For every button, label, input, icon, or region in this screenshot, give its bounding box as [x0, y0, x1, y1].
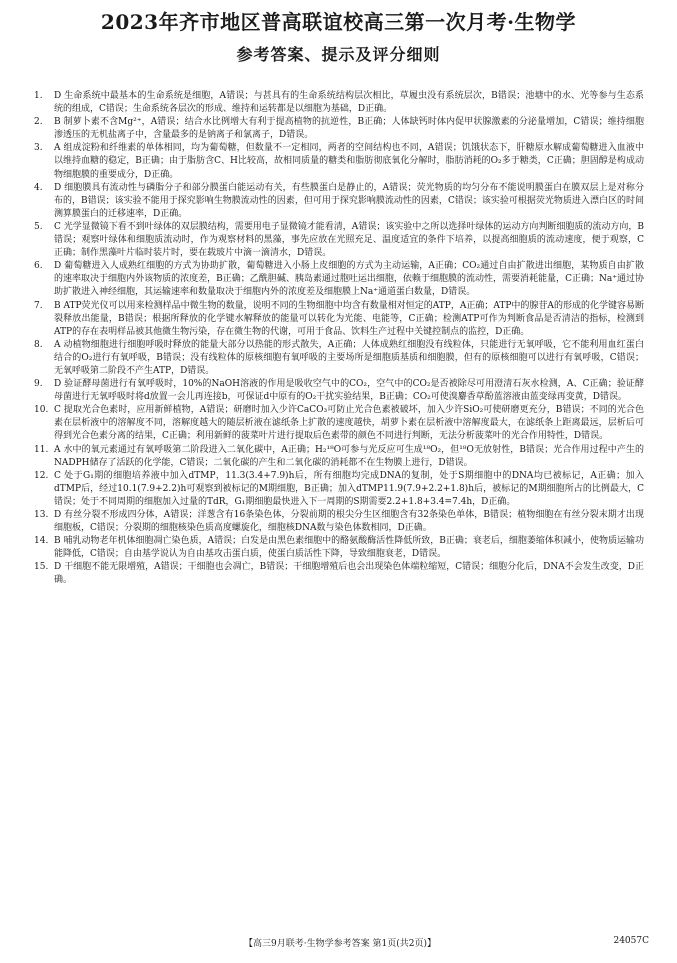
page-footer: 【高三9月联考·生物学参考答案 第1页(共2页)】 — [244, 939, 436, 949]
answer-item — [34, 260, 644, 299]
answer-number: 10. — [34, 405, 49, 416]
answer-item — [34, 378, 644, 404]
answer-item — [34, 221, 644, 260]
answer-list — [34, 90, 644, 920]
answer-number: 6. — [34, 261, 43, 272]
answer-item — [34, 404, 644, 443]
answer-number: 8. — [34, 339, 43, 350]
answer-number: 7. — [34, 300, 43, 311]
answer-number: 1. — [34, 91, 43, 101]
answer-number: 15. — [34, 562, 49, 573]
answer-number: 12. — [34, 470, 49, 481]
answer-text: D 葡萄糖进入人成熟红细胞的方式为协助扩散，葡萄糖进入小肠上皮细胞的方式为主动运输，A正确；CO₂通过自由扩散进出细胞，某物质自由扩散的速率取决于细胞内外该物质的浓度差，B正确；乙酰胆碱、胰岛素通过胞吐运出细胞，依赖于细胞膜的流动性，需要消耗能量，C正确；Na⁺通过协助扩散进入神经细胞，其运输速率和数量取决于细胞内外的浓度差及细胞膜上Na⁺通道蛋白数量，D错误。 — [54, 261, 644, 298]
answer-item — [34, 116, 644, 142]
answer-text: B ATP荧光仪可以用来检测样品中微生物的数量，说明不同的生物细胞中均含有数量相对恒定的ATP，A正确；ATP中的腺苷A的形成的化学键容易断裂释放出能量，B错误；根据所释放的化学键水解释放的能量可以转化为光能、电能等，C正确；检测ATP可作为判断食品是否清洁的指标，检测到ATP的存在表明样品被其他微生物污染，存在微生物的代谢，可用于食品、饮料生产过程中关键控制点的监控，D正确。 — [54, 300, 644, 337]
page-title: 2023年齐市地区普高联谊校高三第一次月考·生物学 — [100, 10, 577, 34]
answer-item — [34, 90, 644, 116]
answer-number: 5. — [34, 221, 43, 232]
answer-text: C 提取光合色素时，应用新鲜植物，A错误；研磨时加入少许CaCO₃可防止光合色素被破坏，加入少许SiO₂可使研磨更充分，B错误；不同的光合色素在层析液中的溶解度不同，溶解度越大的随层析液在滤纸条上扩散的速度越快，胡萝卜素在层析液中溶解度最大，在滤纸条上距离最远，层析后可得到光合色素分离的结果，C正确；利用新鲜的菠菜叶片进行提取后色素带的颜色不同进行判断，无法分析菠菜叶的光合作用特性，D错误。 — [54, 405, 644, 442]
answer-number: 13. — [34, 510, 49, 520]
answer-number: 9. — [34, 379, 43, 390]
answer-text: A 水中的氧元素通过有氧呼吸第二阶段进入二氧化碳中，A正确；H₂¹⁸O可参与光反应可生成¹⁸O₂，但¹⁸O无放射性，B错误；光合作用过程中产生的NADPH储存了活跃的化学能，C错误；二氧化碳的产生和二氧化碳的消耗都不在生物膜上进行，D错误。 — [54, 444, 644, 468]
answer-item — [34, 339, 644, 378]
answer-item — [34, 509, 644, 535]
document-code: 24057C — [613, 936, 649, 946]
answer-number: 3. — [34, 143, 43, 154]
answer-text: C 处于G₁期的细胞培养液中加入dTMP，11.3(3.4+7.9)h后，所有细胞均完成DNA的复制，处于S期细胞中的DNA均已被标记，A正确；加入dTMP后，经过10.1(7.9+2.2)h可观察到被标记的M期细胞，B正确；加入dTMP11.9(7.9+2.2+1.8)h后，被标记的M期细胞所占的比例最大，C错误；处于不同周期的细胞加入过量的TdR，G₁期细胞最快进入下一周期的S期需要2.2+1.8+3.4=7.4h，D正确。 — [54, 470, 644, 507]
answer-item — [34, 142, 644, 181]
answer-text: A 动植物细胞进行细胞呼吸时释放的能量大部分以热能的形式散失，A正确；人体成熟红细胞没有线粒体，只能进行无氧呼吸，它不能利用血红蛋白结合的O₂进行有氧呼吸，B错误；没有线粒体的原核细胞有氧呼吸的主要场所是细胞质基质和细胞膜，但有的原核细胞可以进行有氧呼吸，C错误；无氧呼吸第二阶段不产生ATP，D错误。 — [54, 339, 644, 376]
page-subtitle: 参考答案、提示及评分细则 — [236, 45, 441, 64]
answer-text: A 组成淀粉和纤维素的单体相同，均为葡萄糖，但数量不一定相同，两者的空间结构也不同，A错误；饥饿状态下，肝糖原水解成葡萄糖进入血液中以维持血糖的稳定，B正确；由于脂肪含C、H比较高，故相同质量的糖类和脂肪彻底氧化分解时，脂肪消耗的O₂多于糖类，C正确；胆固醇是构成动物细胞膜的重要成分，D正确。 — [54, 143, 644, 180]
answer-number: 11. — [34, 444, 49, 455]
answer-item — [34, 300, 644, 339]
answer-text: B 制萝卜素不含Mg²⁺，A错误；结合水比例增大有利于提高植物的抗逆性，B正确；人体缺钙时体内促甲状腺激素的分泌量增加，C错误；维持细胞渗透压的无机盐离子中，含量最多的是钠离子和氯离子，D错误。 — [54, 117, 644, 141]
answer-item — [34, 182, 644, 221]
answer-item — [34, 444, 644, 470]
answer-number: 2. — [34, 117, 43, 128]
answer-text: B 哺乳动物老年机体细胞凋亡染色质，A错误；白发是由黑色素细胞中的酪氨酸酶活性降低所致，B正确；衰老后，细胞萎缩体积减小，使物质运输功能降低，C错误；自由基学说认为自由基攻击蛋白质，使蛋白质活性下降，导致细胞衰老，D错误。 — [54, 536, 644, 560]
answer-text: D 生命系统中最基本的生命系统是细胞，A错误；与甚具有的生命系统结构层次相比，草履虫没有系统层次，B错误；池塘中的水、光等参与生态系统的组成，C错误；生命系统各层次的形成、维持和运转都是以细胞为基础，D正确。 — [54, 91, 644, 115]
answer-text: D 验证酵母菌进行有氧呼吸时，10%的NaOH溶液的作用是吸收空气中的CO₂，空气中的CO₂是否被除尽可用澄清石灰水检测，A、C正确；验证酵母菌进行无氧呼吸时将d放置一会儿再连接b，可保证d中原有的O₂干扰实验结果，B正确；CO₂可使溴麝香草酚蓝溶液由蓝变绿再变黄，D错误。 — [54, 379, 644, 403]
answer-number: 4. — [34, 182, 43, 193]
answer-item — [34, 535, 644, 561]
answer-text: C 光学显微镜下看不到叶绿体的双层膜结构，需要用电子显微镜才能看清，A错误；该实验中之所以选择叶绿体的运动方向判断细胞质的流动方向，B错误；观察叶绿体和细胞质流动时，作为观察材料的黑藻，事先应放在光照充足、温度适宜的条件下培养，以提高细胞质的流动速度，便于观察，C正确；制作黑藻叶片临时装片时，要在载玻片中滴一滴清水，D错误。 — [54, 221, 644, 259]
answer-text: D 有丝分裂不形成四分体，A错误；洋葱含有16条染色体，分裂前期的根尖分生区细胞含有32条染色单体，B错误；植物细胞在有丝分裂末期才出现细胞板，C错误；分裂期的细胞核染色质高度螺旋化，细胞核DNA数与染色体数相同，D正确。 — [54, 510, 644, 534]
answer-text: D 干细胞不能无限增殖，A错误；干细胞也会凋亡，B错误；干细胞增殖后也会出现染色体端粒缩短，C错误；细胞分化后，DNA不会发生改变，D正确。 — [54, 562, 644, 586]
answer-item — [34, 561, 644, 587]
answer-item — [34, 470, 644, 509]
answer-text: D 细胞膜具有流动性与磷脂分子和部分膜蛋白能运动有关，有些膜蛋白是静止的，A错误；荧光物质的均匀分布不能说明膜蛋白在膜双层上是对称分布的，B错误；该实验不能用于探究影响生物膜流动性的因素，但可用于探究影响膜流动性的因素，C错误；该实验可根据荧光物质进入漂白区的时间测算膜蛋白的迁移速率，D正确。 — [54, 182, 644, 219]
answer-number: 14. — [34, 536, 49, 547]
